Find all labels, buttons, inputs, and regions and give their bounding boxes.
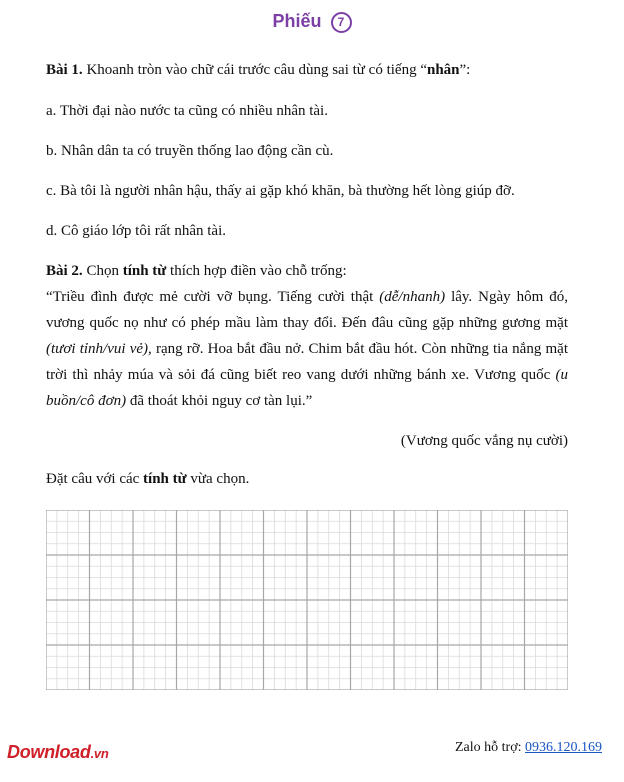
bai1-label: Bài 1. (46, 62, 83, 78)
choice-3[interactable]: (u buồn/cô đơn) (46, 367, 568, 409)
bai1-instruction (46, 62, 470, 79)
bai2-instruction (46, 263, 347, 280)
bai1-instruction-post: ”: (459, 62, 471, 78)
logo-main: Download (7, 742, 91, 762)
bai1-instruction-pre: Khoanh tròn vào chữ cái trước câu dùng sai từ có tiếng “ (86, 62, 427, 78)
bai2-label: Bài 2. (46, 263, 83, 279)
bai1-option-c[interactable]: c. Bà tôi là người nhân hậu, thấy ai gặp khó khăn, bà thường hết lòng giúp đỡ. (46, 183, 515, 199)
zalo-phone-link[interactable]: 0936.120.169 (525, 740, 602, 755)
passage-source: (Vương quốc vắng nụ cười) (400, 433, 568, 449)
logo-tld: .vn (90, 746, 109, 761)
passage-part-2: lây. Ngày hôm đó, vương quốc nọ như có phép mầu làm thay đổi. Đến đâu cũng gặp những gương mặt (46, 289, 569, 331)
passage-part-3: , rạng rỡ. Hoa bắt đầu nở. Chim bắt đầu hót. Còn những tia nắng mặt trời thì nhảy múa và sỏi đá cũng biết reo vang dưới những bánh xe. Vương quốc (46, 341, 569, 383)
bai2-instr-bold: tính từ (122, 263, 167, 279)
passage-part-4: đã thoát khỏi nguy cơ tàn lụi.” (129, 393, 313, 409)
bai2-instr-pre: Chọn (86, 263, 119, 279)
writing-grid[interactable] (46, 510, 568, 690)
title-text: Phiếu (272, 11, 322, 31)
bai2-instr-post: thích hợp điền vào chỗ trống: (170, 263, 347, 279)
bai1-option-d[interactable]: d. Cô giáo lớp tôi rất nhân tài. (46, 223, 226, 239)
bai1-option-b[interactable]: b. Nhân dân ta có truyền thống lao động cần cù. (46, 143, 334, 159)
zalo-support (455, 740, 602, 756)
task-pre: Đặt câu với các (46, 471, 140, 487)
bai1-keyword: nhân (426, 62, 460, 78)
bai2-task (46, 471, 249, 488)
download-logo[interactable] (7, 742, 108, 763)
task-bold: tính từ (143, 471, 187, 487)
choice-1[interactable]: (dễ/nhanh) (379, 289, 446, 305)
page-title (0, 11, 624, 33)
choice-2[interactable]: (tươi tỉnh/vui vẻ) (46, 341, 149, 357)
task-post: vừa chọn. (190, 471, 250, 487)
title-number-badge: 7 (331, 12, 352, 33)
passage-part-1: “Triều đình được mẻ cười vỡ bụng. Tiếng cười thật (46, 289, 374, 305)
zalo-label: Zalo hỗ trợ: (455, 740, 522, 755)
bai1-option-a[interactable]: a. Thời đại nào nước ta cũng có nhiều nhân tài. (46, 103, 328, 119)
bai2-passage (46, 284, 568, 414)
